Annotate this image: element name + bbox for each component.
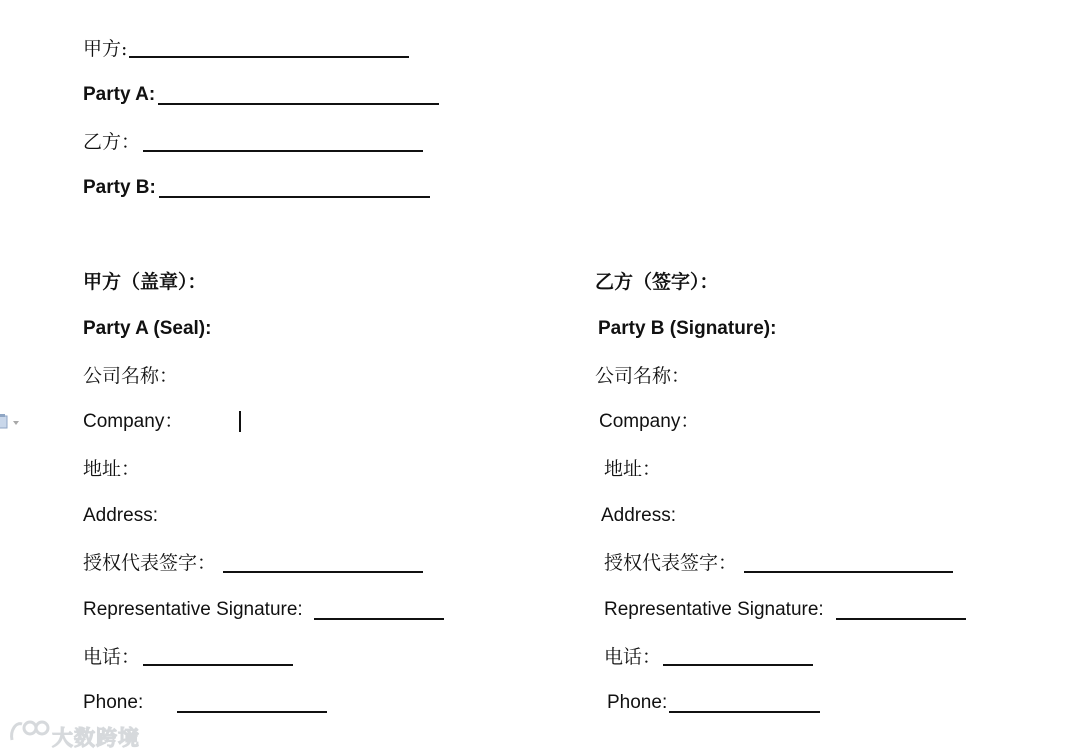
party-a-en-blank[interactable] (158, 103, 439, 105)
left-title-en: Party A (Seal): (83, 318, 212, 339)
party-b-cn-blank[interactable] (143, 150, 423, 152)
right-address-cn: 地址： (604, 458, 662, 480)
left-company-cn: 公司名称： (83, 365, 179, 387)
right-address-en: Address: (601, 505, 676, 526)
party-b-en-blank[interactable] (159, 196, 430, 198)
party-b-cn-label: 乙方： (83, 131, 141, 153)
right-title-cn: 乙方（签字）： (595, 271, 719, 293)
left-phone-en: Phone: (83, 692, 144, 713)
left-sign-cn: 授权代表签字： (83, 552, 217, 574)
right-sign-en-blank[interactable] (836, 618, 966, 620)
party-a-en-label: Party A: (83, 84, 156, 105)
left-sign-en-blank[interactable] (314, 618, 444, 620)
right-company-cn: 公司名称： (595, 365, 691, 387)
left-phone-cn: 电话： (83, 646, 141, 668)
left-sign-en: Representative Signature: (83, 599, 303, 620)
right-sign-en: Representative Signature: (604, 599, 824, 620)
left-title-cn: 甲方（盖章）： (83, 271, 207, 293)
left-company-en: Company： (83, 411, 184, 432)
party-a-cn-label: 甲方: (83, 38, 128, 60)
text-cursor (239, 411, 241, 432)
right-phone-cn-blank[interactable] (663, 664, 813, 666)
left-phone-cn-blank[interactable] (143, 664, 293, 666)
left-address-cn: 地址： (83, 458, 141, 480)
paste-options-icon[interactable] (0, 412, 24, 432)
watermark-logo-icon (8, 718, 50, 746)
right-phone-en: Phone: (607, 692, 668, 713)
left-sign-cn-blank[interactable] (223, 571, 423, 573)
right-title-en: Party B (Signature): (598, 318, 777, 339)
right-company-en: Company： (599, 411, 700, 432)
party-b-en-label: Party B: (83, 177, 156, 198)
right-phone-cn: 电话： (604, 646, 662, 668)
left-address-en: Address: (83, 505, 158, 526)
watermark-text: 大数跨境 (52, 726, 140, 750)
watermark (8, 718, 140, 750)
right-sign-cn: 授权代表签字： (604, 552, 738, 574)
right-sign-cn-blank[interactable] (744, 571, 953, 573)
left-phone-en-blank[interactable] (177, 711, 327, 713)
right-phone-en-blank[interactable] (669, 711, 820, 713)
party-a-cn-blank[interactable] (129, 56, 409, 58)
